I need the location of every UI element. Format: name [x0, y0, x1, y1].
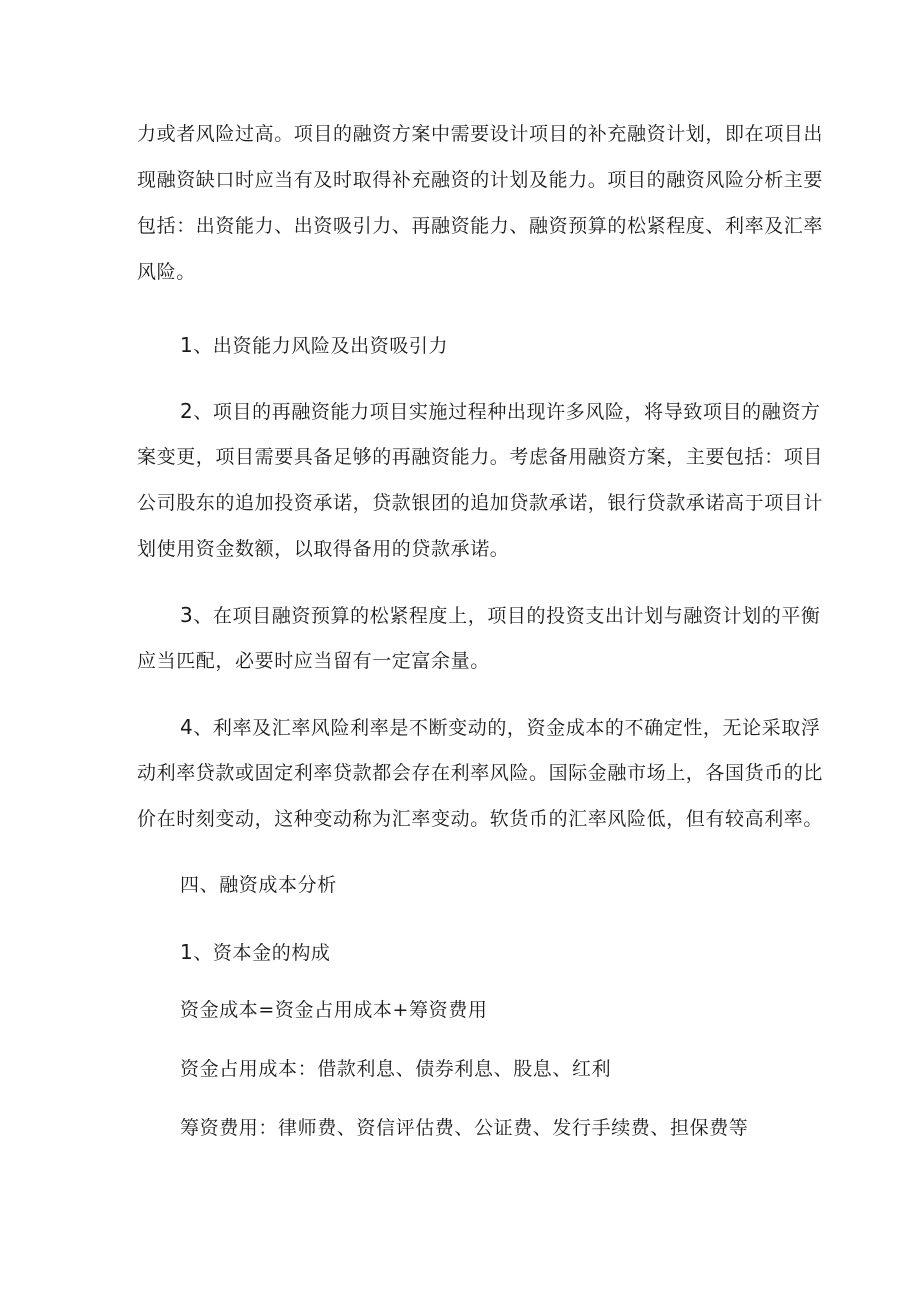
- financing-fee-line: 筹资费用：律师费、资信评估费、公证费、发行手续费、担保费等: [180, 1117, 749, 1139]
- item-4-line-2: 动利率贷款或固定利率贷款都会存在利率风险。国际金融市场上，各国货币的比: [137, 762, 824, 784]
- item-1-text: 、出资能力风险及出资吸引力: [193, 335, 449, 357]
- sub-item-1-number: 1: [180, 940, 194, 964]
- sub-item-1: [180, 940, 331, 965]
- section-heading: 四、融资成本分析: [180, 874, 337, 896]
- item-4-first-line: [180, 715, 821, 740]
- item-2-line-2: 案变更，项目需要具备足够的再融资能力。考虑备用融资方案，主要包括：项目: [137, 446, 824, 468]
- item-2-first-line: [180, 399, 821, 424]
- item-2-line-4: 划使用资金数额，以取得备用的贷款承诺。: [137, 538, 510, 560]
- sub-item-1-text: 、资本金的构成: [193, 942, 331, 964]
- item-2-line-3: 公司股东的追加投资承诺，贷款银团的追加贷款承诺，银行贷款承诺高于项目计: [137, 492, 824, 514]
- intro-line-3: 包括：出资能力、出资吸引力、再融资能力、融资预算的松紧程度、利率及汇率: [137, 215, 824, 237]
- item-4-number: 4: [180, 715, 194, 739]
- occupancy-cost-line: 资金占用成本：借款利息、债券利息、股息、红利: [180, 1058, 612, 1080]
- item-3-text: 、在项目融资预算的松紧程度上，项目的投资支出计划与融资计划的平衡: [193, 605, 821, 627]
- item-1-number: 1: [180, 333, 194, 357]
- intro-line-4: 风险。: [137, 261, 196, 283]
- item-4-line-3: 价在时刻变动，这种变动称为汇率变动。软货币的汇率风险低，但有较高利率。: [137, 808, 824, 830]
- item-3-number: 3: [180, 603, 194, 627]
- item-2-text: 、项目的再融资能力项目实施过程种出现许多风险，将导致项目的融资方: [193, 401, 821, 423]
- intro-line-2: 现融资缺口时应当有及时取得补充融资的计划及能力。项目的融资风险分析主要: [137, 169, 824, 191]
- item-4-text: 、利率及汇率风险利率是不断变动的，资金成本的不确定性，无论采取浮: [193, 717, 821, 739]
- intro-line-1: 力或者风险过高。项目的融资方案中需要设计项目的补充融资计划，即在项目出: [137, 123, 824, 145]
- item-3-first-line: [180, 603, 821, 628]
- item-2-number: 2: [180, 399, 194, 423]
- formula-line: 资金成本=资金占用成本+筹资费用: [180, 999, 488, 1021]
- item-1: [180, 333, 448, 358]
- item-3-line-2: 应当匹配，必要时应当留有一定富余量。: [137, 650, 490, 672]
